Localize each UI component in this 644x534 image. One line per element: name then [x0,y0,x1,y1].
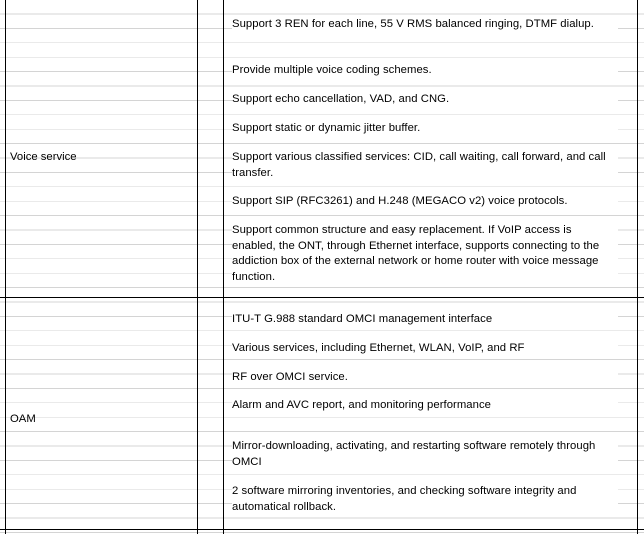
feature-item: Alarm and AVC report, and monitoring performance [232,398,618,414]
category-oam: OAM [10,413,36,425]
feature-item: Mirror-downloading, activating, and restarting software remotely through OMCI [232,439,618,470]
feature-item: Support common structure and easy replacement. If VoIP access is enabled, the ONT, through Ethernet interface, supports connecting to the addiction box of the external network or home router with voice message function. [232,223,618,285]
feature-item: ITU-T G.988 standard OMCI management interface [232,312,618,328]
left-border [5,0,6,534]
feature-item: Support SIP (RFC3261) and H.248 (MEGACO v2) voice protocols. [232,194,618,210]
feature-item: Support 3 REN for each line, 55 V RMS balanced ringing, DTMF dialup. [232,17,618,33]
feature-item: Provide multiple voice coding schemes. [232,63,618,79]
feature-item: Support various classified services: CID, call waiting, call forward, and call transfer. [232,150,618,181]
feature-item: Support echo cancellation, VAD, and CNG. [232,92,618,108]
feature-item: RF over OMCI service. [232,370,618,386]
feature-item: Various services, including Ethernet, WLAN, VoIP, and RF [232,341,618,357]
feature-item: 2 software mirroring inventories, and checking software integrity and automatical rollback. [232,484,618,515]
bottom-border [0,529,644,530]
column-divider-inner [223,0,224,534]
right-border [637,0,638,534]
feature-item: Support static or dynamic jitter buffer. [232,121,618,137]
category-voice-service: Voice service [10,151,77,163]
row-divider [0,297,644,298]
column-divider [197,0,198,534]
